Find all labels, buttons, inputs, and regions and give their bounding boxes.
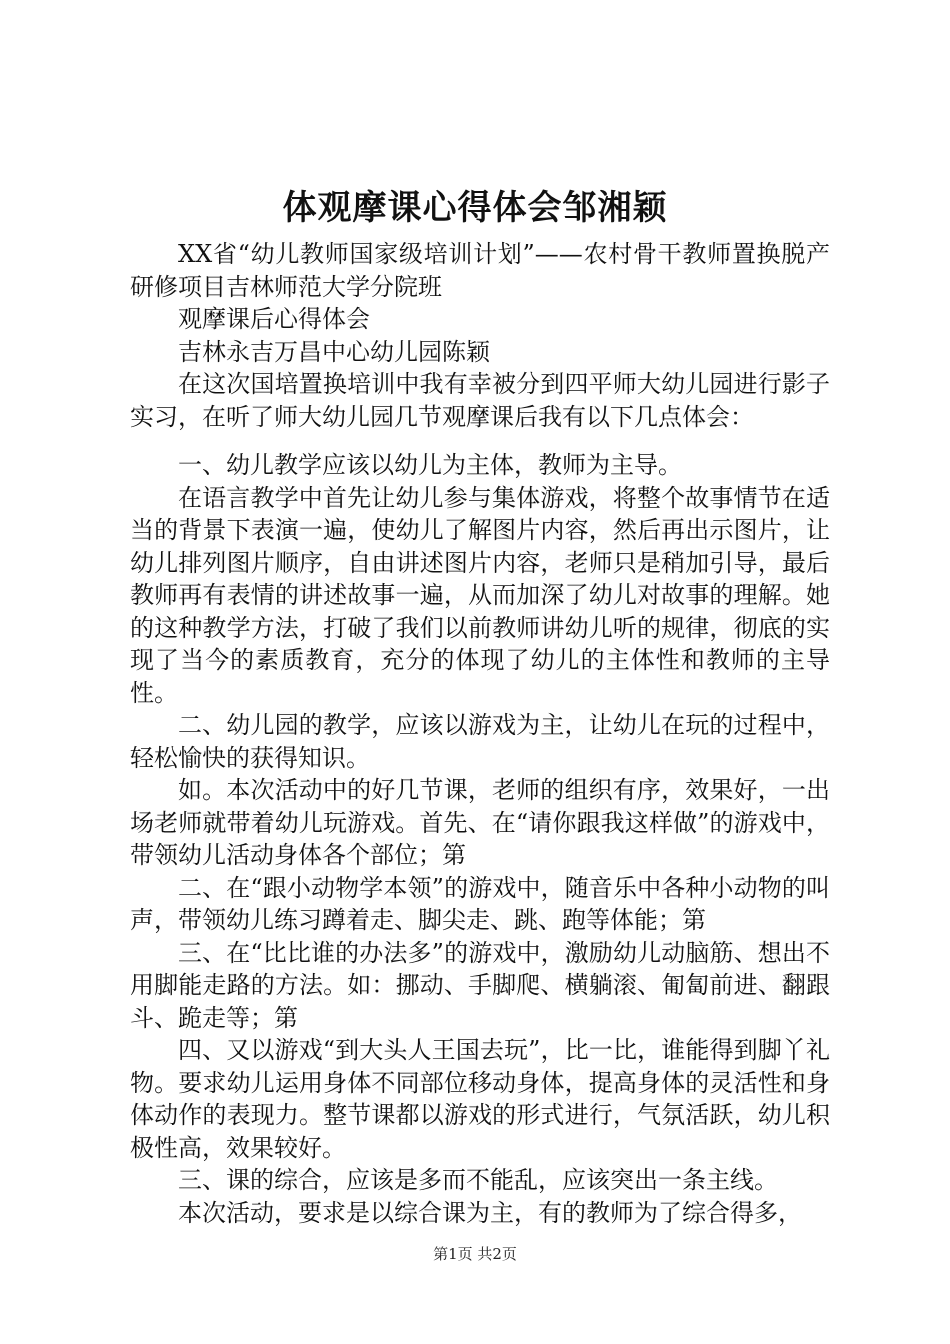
document-body	[130, 238, 830, 1229]
paragraph-body: 三、在“比比谁的办法多”的游戏中，激励幼儿动脑筋、想出不用脚能走路的方法。如：挪动、手脚爬、横躺滚、匍匐前进、翻跟斗、跪走等；第	[130, 938, 830, 1032]
document-title: 体观摩课心得体会邹湘颖	[282, 188, 668, 228]
page-footer: 第1页 共2页	[433, 1245, 517, 1263]
paragraph-program: XX省“幼儿教师国家级培训计划”——农村骨干教师置换脱产研修项目吉林师范大学分院班	[130, 240, 830, 301]
paragraph-heading-2: 二、幼儿园的教学，应该以游戏为主，让幼儿在玩的过程中，轻松愉快的获得知识。	[130, 711, 830, 772]
paragraph-heading-1: 一、幼儿教学应该以幼儿为主体，教师为主导。	[178, 451, 682, 479]
paragraph-body: 如。本次活动中的好几节课，老师的组织有序，效果好，一出场老师就带着幼儿玩游戏。首先、在“请你跟我这样做”的游戏中，带领幼儿活动身体各个部位；第	[130, 776, 830, 869]
paragraph-intro: 在这次国培置换培训中我有幸被分到四平师大幼儿园进行影子实习，在听了师大幼儿园几节观摩课后我有以下几点体会：	[130, 370, 830, 431]
paragraph-body: 本次活动，要求是以综合课为主，有的教师为了综合得多，	[178, 1198, 802, 1227]
paragraph-author: 吉林永吉万昌中心幼儿园陈颖	[178, 337, 490, 366]
paragraph-body: 在语言教学中首先让幼儿参与集体游戏，将整个故事情节在适当的背景下表演一遍，使幼儿了解图片内容，然后再出示图片，让幼儿排列图片顺序，自由讲述图片内容，老师只是稍加引导，最后教师再有表情的讲述故事一遍，从而加深了幼儿对故事的理解。她的这种教学方法，打破了我们以前教师讲幼儿听的规律，彻底的实现了当今的素质教育，充分的体现了幼儿的主体性和教师的主导性。	[130, 483, 830, 707]
paragraph-body: 二、在“跟小动物学本领”的游戏中，随音乐中各种小动物的叫声，带领幼儿练习蹲着走、脚尖走、跳、跑等体能；第	[130, 873, 830, 934]
paragraph-subtitle: 观摩课后心得体会	[178, 305, 370, 333]
paragraph-body: 四、又以游戏“到大头人王国去玩”，比一比，谁能得到脚丫礼物。要求幼儿运用身体不同部位移动身体，提高身体的灵活性和身体动作的表现力。整节课都以游戏的形式进行，气氛活跃，幼儿积极性高，效果较好。	[130, 1036, 830, 1162]
paragraph-heading-3: 三、课的综合，应该是多而不能乱，应该突出一条主线。	[178, 1166, 778, 1194]
